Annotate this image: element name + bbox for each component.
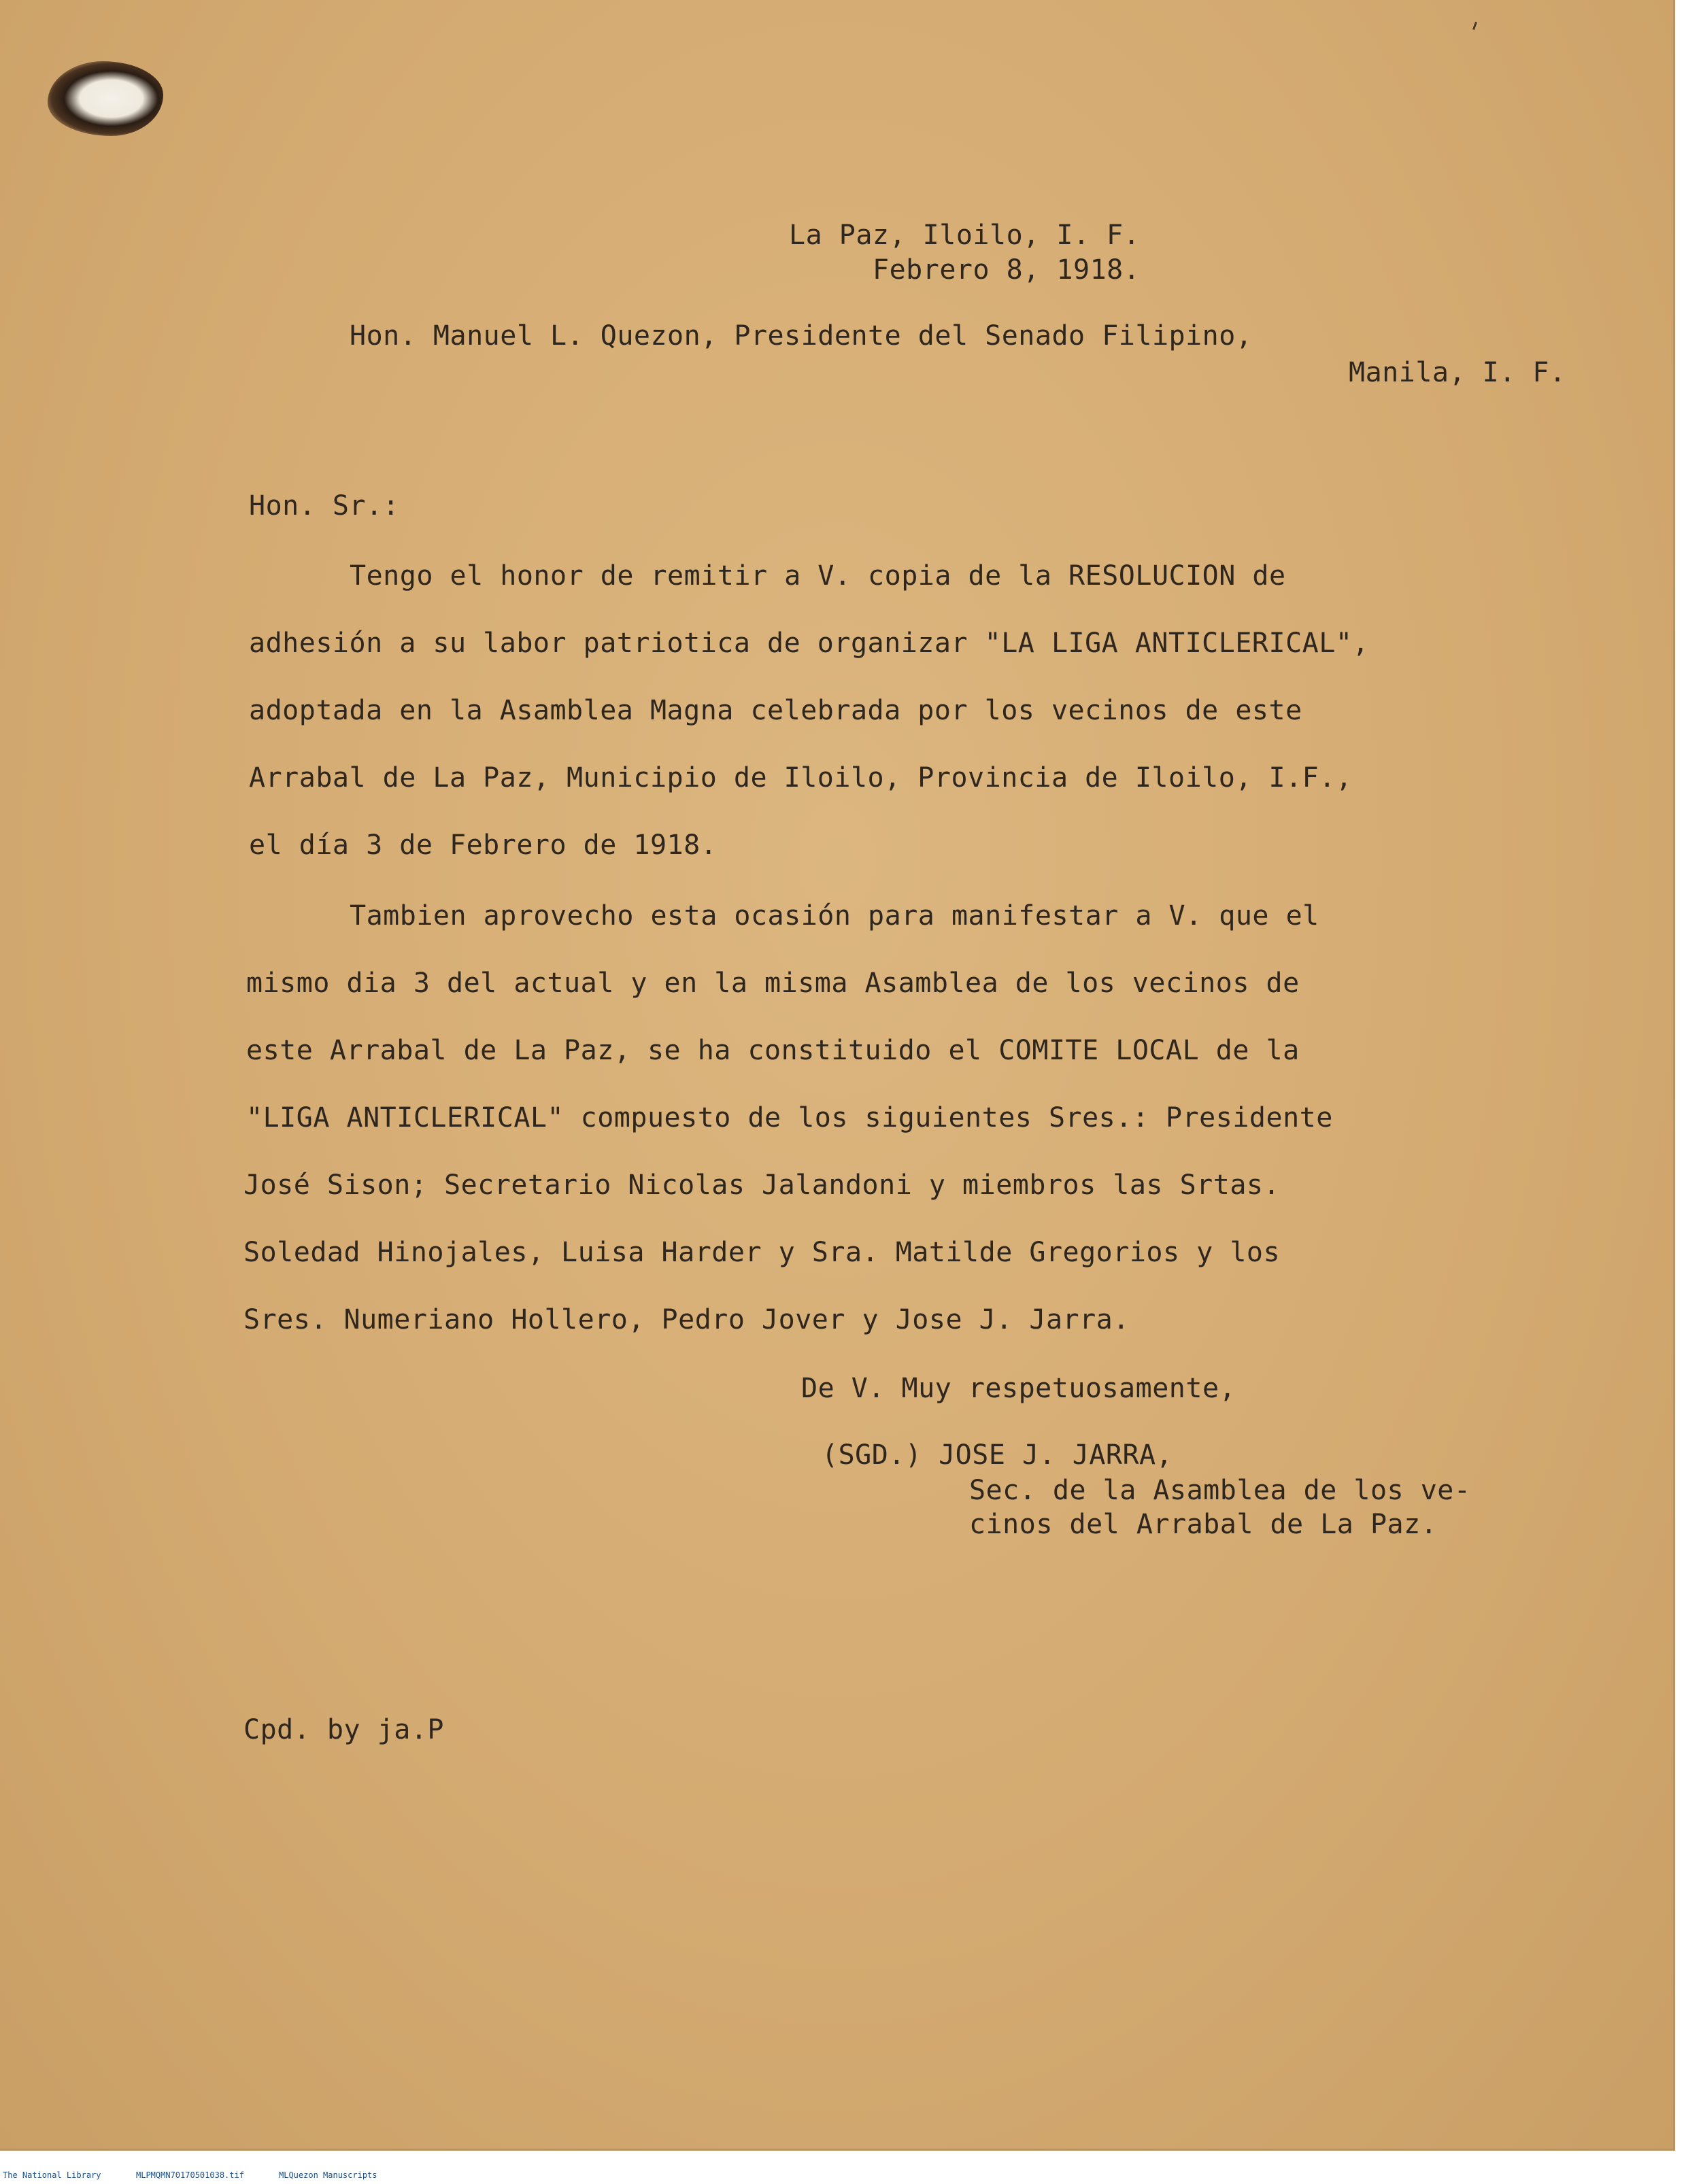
copy-note: Cpd. by ja.P [243, 1714, 444, 1745]
paragraph2-line: José Sison; Secretario Nicolas Jalandoni y miembros las Srtas. [243, 1170, 1281, 1201]
letter-date: Febrero 8, 1918. [873, 254, 1141, 286]
addressee: Hon. Manuel L. Quezon, Presidente del Senado Filipino, [350, 320, 1253, 352]
paragraph2-line: mismo dia 3 del actual y en la misma Asamblea de los vecinos de [246, 968, 1300, 999]
paragraph1-line: Arrabal de La Paz, Municipio de Iloilo, Provincia de Iloilo, I.F., [249, 762, 1353, 794]
salutation: Hon. Sr.: [249, 490, 400, 522]
signature-title-line: cinos del Arrabal de La Paz. [969, 1509, 1438, 1540]
paragraph2-line: este Arrabal de La Paz, se ha constituido el COMITE LOCAL de la [246, 1035, 1300, 1066]
paragraph1-line: Tengo el honor de remitir a V. copia de la RESOLUCION de [350, 560, 1286, 592]
paragraph2-line: Sres. Numeriano Hollero, Pedro Jover y Jose J. Jarra. [243, 1304, 1130, 1335]
footer-library: The National Library [3, 2170, 101, 2180]
footer-file: MLPMQMN70170501038.tif [136, 2170, 244, 2180]
closing: De V. Muy respetuosamente, [801, 1373, 1236, 1404]
paragraph2-line: Tambien aprovecho esta ocasión para manifestar a V. que el [350, 900, 1319, 932]
signature-name: (SGD.) JOSE J. JARRA, [822, 1439, 1173, 1471]
addressee-city: Manila, I. F. [1349, 357, 1566, 388]
paragraph1-line: el día 3 de Febrero de 1918. [249, 830, 718, 861]
signature-title-line: Sec. de la Asamblea de los ve- [969, 1475, 1471, 1506]
scan-footer [0, 2169, 1686, 2184]
burn-hole [48, 61, 163, 136]
paragraph1-line: adoptada en la Asamblea Magna celebrada por los vecinos de este [249, 695, 1302, 726]
paragraph2-line: "LIGA ANTICLERICAL" compuesto de los siguientes Sres.: Presidente [246, 1102, 1333, 1133]
paragraph2-line: Soledad Hinojales, Luisa Harder y Sra. Matilde Gregorios y los [243, 1237, 1281, 1268]
ink-mark [1472, 22, 1477, 30]
letter-place: La Paz, Iloilo, I. F. [789, 220, 1141, 251]
footer-collection: MLQuezon Manuscripts [279, 2170, 377, 2180]
paragraph1-line: adhesión a su labor patriotica de organizar "LA LIGA ANTICLERICAL", [249, 628, 1369, 659]
